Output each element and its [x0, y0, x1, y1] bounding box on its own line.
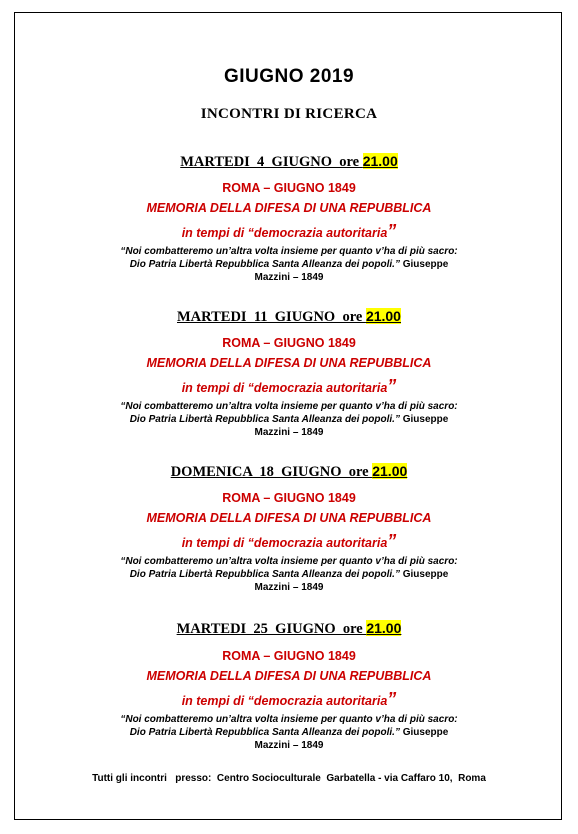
event-times: [0, 531, 578, 552]
event-date: [0, 463, 578, 481]
event-times-text: in tempi di “democrazia autoritaria: [181, 536, 388, 550]
quote-author: Giuseppe: [399, 414, 449, 425]
event-times: [0, 376, 578, 397]
quote-author: Giuseppe: [399, 727, 449, 738]
event-memory: MEMORIA DELLA DIFESA DI UNA REPUBBLICA: [146, 511, 432, 525]
quote-author: Giuseppe: [399, 569, 449, 580]
quote-line: Dio Patria Libertà Repubblica Santa Alleanza dei popoli.”: [129, 259, 400, 270]
quote-line: Mazzini – 1849: [254, 740, 324, 751]
event-date: [0, 620, 578, 638]
event-date: [0, 308, 578, 326]
quote-line: “Noi combatteremo un’altra volta insieme per quanto v’ha di più sacro:: [120, 246, 458, 257]
event-date: [0, 153, 578, 171]
event-times: [0, 221, 578, 242]
quote-line: “Noi combatteremo un’altra volta insieme per quanto v’ha di più sacro:: [120, 556, 458, 567]
event-date-text: MARTEDI 25 GIUGNO ore: [176, 621, 367, 637]
event-times-text: in tempi di “democrazia autoritaria: [181, 381, 388, 395]
event-times-close-quote: ”: [387, 531, 397, 551]
event-times: [0, 689, 578, 710]
quote-author: Giuseppe: [399, 259, 449, 270]
page-subtitle: INCONTRI DI RICERCA: [200, 106, 378, 122]
event-place: ROMA – GIUGNO 1849: [222, 181, 356, 195]
event-times-close-quote: ”: [387, 376, 397, 396]
event-time: 21.00: [366, 620, 402, 636]
event-date-text: MARTEDI 4 GIUGNO ore: [180, 154, 363, 170]
event-place: ROMA – GIUGNO 1849: [222, 336, 356, 350]
event-times-close-quote: ”: [387, 221, 397, 241]
event-time: 21.00: [372, 463, 408, 479]
quote-line: Mazzini – 1849: [254, 582, 324, 593]
event-times-text: in tempi di “democrazia autoritaria: [181, 226, 388, 240]
quote-line: Mazzini – 1849: [254, 272, 324, 283]
event-quote: [0, 555, 578, 594]
event-memory: MEMORIA DELLA DIFESA DI UNA REPUBBLICA: [146, 669, 432, 683]
event-times-text: in tempi di “democrazia autoritaria: [181, 694, 388, 708]
event-quote: [0, 400, 578, 439]
event-memory: MEMORIA DELLA DIFESA DI UNA REPUBBLICA: [146, 201, 432, 215]
event-time: 21.00: [365, 308, 401, 324]
footer-venue: Tutti gli incontri presso: Centro Socioculturale Garbatella - via Caffaro 10, Roma: [92, 773, 486, 784]
event-date-text: MARTEDI 11 GIUGNO ore: [177, 309, 366, 325]
event-place: ROMA – GIUGNO 1849: [222, 491, 356, 505]
event-time: 21.00: [362, 153, 398, 169]
quote-line: “Noi combatteremo un’altra volta insieme per quanto v’ha di più sacro:: [120, 714, 458, 725]
event-times-close-quote: ”: [387, 689, 397, 709]
event-quote: [0, 713, 578, 752]
event-place: ROMA – GIUGNO 1849: [222, 649, 356, 663]
quote-line: Dio Patria Libertà Repubblica Santa Alleanza dei popoli.”: [129, 569, 400, 580]
quote-line: Dio Patria Libertà Repubblica Santa Alleanza dei popoli.”: [129, 414, 400, 425]
quote-line: “Noi combatteremo un’altra volta insieme per quanto v’ha di più sacro:: [120, 401, 458, 412]
event-memory: MEMORIA DELLA DIFESA DI UNA REPUBBLICA: [146, 356, 432, 370]
quote-line: Mazzini – 1849: [254, 427, 324, 438]
quote-line: Dio Patria Libertà Repubblica Santa Alleanza dei popoli.”: [129, 727, 400, 738]
event-date-text: DOMENICA 18 GIUGNO ore: [170, 464, 373, 480]
page-title: GIUGNO 2019: [223, 66, 355, 87]
event-quote: [0, 245, 578, 284]
